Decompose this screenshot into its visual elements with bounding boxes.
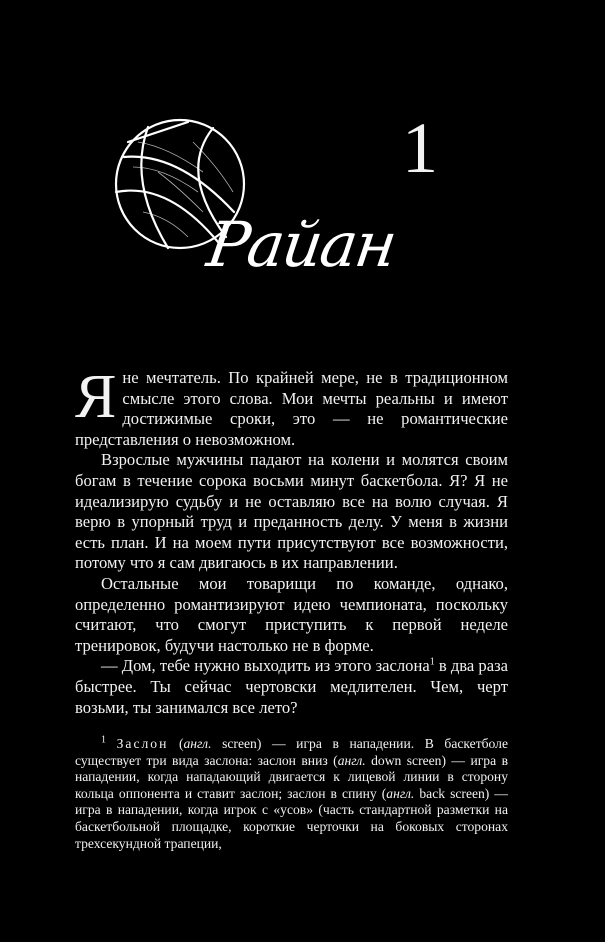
- paragraph: Остальные мои товарищи по команде, однако, определенно романтизируют идею чемпионата, поскольку считают, что смогут приступить к первой неделе тренировок, будучи настолько не в форме.: [75, 573, 508, 655]
- footnote-text: back screen) — игра в нападении, когда игрок с «усов» (часть стандартной разметки на баскетбольной площадке, короткие черточки на боковых сторонах трехсекундной трапеции,: [75, 785, 508, 851]
- paragraph-text: не мечтатель. По крайней мере, не в традиционном смысле этого слова. Мои мечты реальны и имеют достижимые сроки, это — не романтические представления о невозможном.: [75, 368, 508, 449]
- footnote-marker: 1: [101, 734, 106, 746]
- paragraph: [75, 656, 508, 718]
- paragraph: Взрослые мужчины падают на колени и молятся своим богам в течение сорока восьми минут баскетбола. Я? Я не идеализирую судьбу и не оставляю все на волю случая. Я верю в упорный труд и преданность делу. У меня в жизни есть план. И на моем пути присутствуют все возможности, потому что я сам двигаюсь в их направлении.: [75, 450, 508, 573]
- footnote-term: Заслон: [116, 736, 169, 751]
- footnote-text: screen) — игра в нападении. В баскетболе существует три вида заслона: заслон вниз (: [75, 736, 508, 768]
- chapter-body: [75, 363, 508, 718]
- chapter-title: Райан: [202, 208, 400, 281]
- paragraph-text: в два раза быстрее. Ты сейчас чертовски медлителен. Чем, черт возьми, ты занимался все лето?: [75, 656, 508, 717]
- abbr: англ.: [183, 736, 212, 751]
- abbr: англ.: [386, 785, 415, 801]
- footnote: $^1$ Заслон (англ. screen) — игра в нападении. В баскетболе существует три вида заслона: заслон вниз (англ. down screen) — игра в нападении, когда нападающий двигается к лицевой линии в сторону кольца оппонента и ставит заслон; заслон в спину (англ. back screen) — игра в нападении, когда игрок с «усов» (часть стандартной разметки на баскетбольной площадке, короткие черточки на боковых сторонах трехсекундной трапеции,: [75, 734, 508, 851]
- footnote-ref[interactable]: 1: [429, 656, 435, 668]
- footnote-text: down screen) — игра в нападении, когда нападающий двигается к лицевой линии в сторону кольца оппонента и ставит заслон; заслон в спину (: [75, 752, 508, 801]
- drop-cap: Я: [75, 363, 117, 431]
- chapter-number: 1: [402, 108, 438, 188]
- abbr: англ.: [337, 752, 366, 768]
- paragraph: [75, 363, 508, 450]
- paragraph-text: — Дом, тебе нужно выходить из этого заслона: [101, 656, 430, 676]
